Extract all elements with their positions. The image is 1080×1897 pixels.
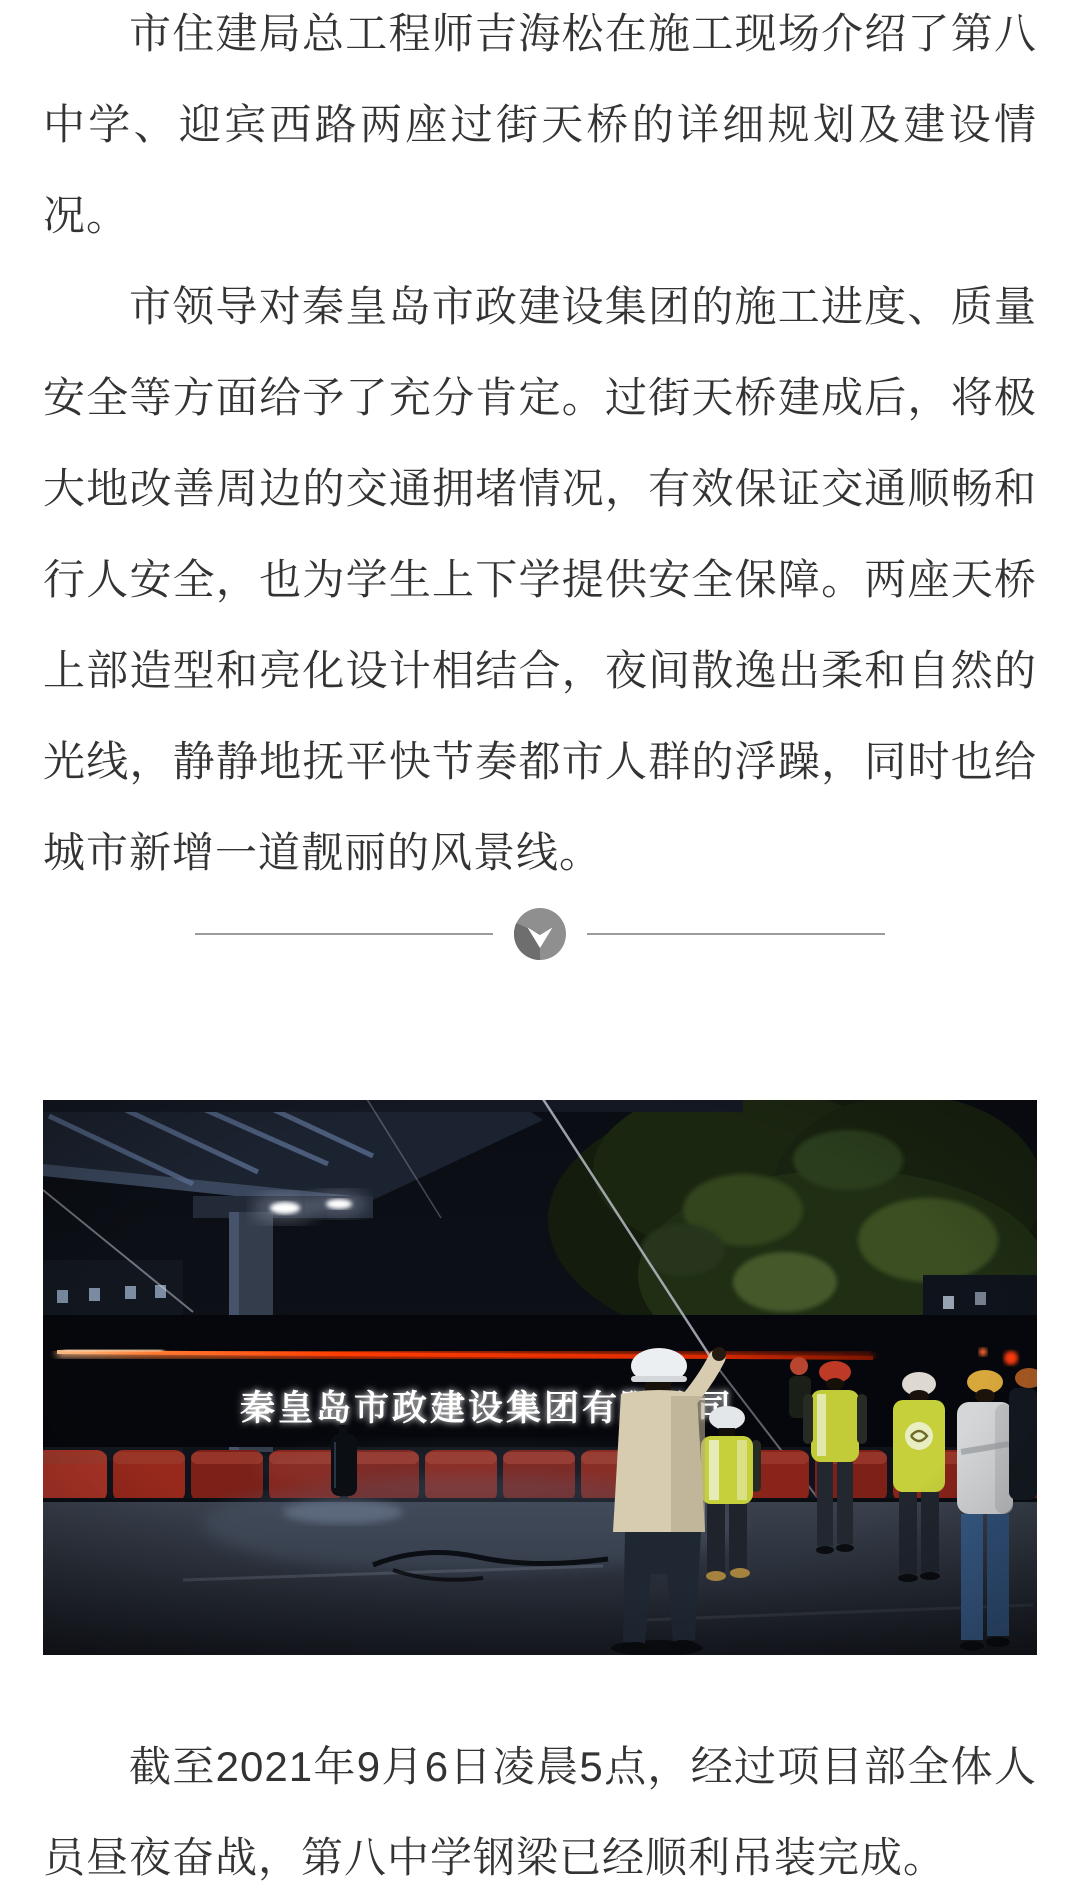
photo-vignette — [43, 1100, 1037, 1655]
divider-line-right — [587, 933, 885, 935]
divider-line-left — [195, 933, 493, 935]
paragraph-3: 截至2021年9月6日凌晨5点，经过项目部全体人员昼夜奋战，第八中学钢梁已经顺利吊装完成。 — [43, 1743, 1037, 1881]
paragraph-1: 市住建局总工程师吉海松在施工现场介绍了第八中学、迎宾西路两座过街天桥的详细规划及建设情况。 — [43, 10, 1037, 239]
section-divider — [43, 898, 1037, 970]
chevron-down-circle-icon — [514, 908, 566, 960]
article-photo[interactable] — [43, 1100, 1037, 1655]
night-construction-photo — [43, 1100, 1037, 1655]
paragraph-2: 市领导对秦皇岛市政建设集团的施工进度、质量安全等方面给予了充分肯定。过街天桥建成后，将极大地改善周边的交通拥堵情况，有效保证交通顺畅和行人安全，也为学生上下学提供安全保障。两座天桥上部造型和亮化设计相结合，夜间散逸出柔和自然的光线，静静地抚平快节奏都市人群的浮躁，同时也给城市新增一道靓丽的风景线。 — [43, 283, 1037, 876]
